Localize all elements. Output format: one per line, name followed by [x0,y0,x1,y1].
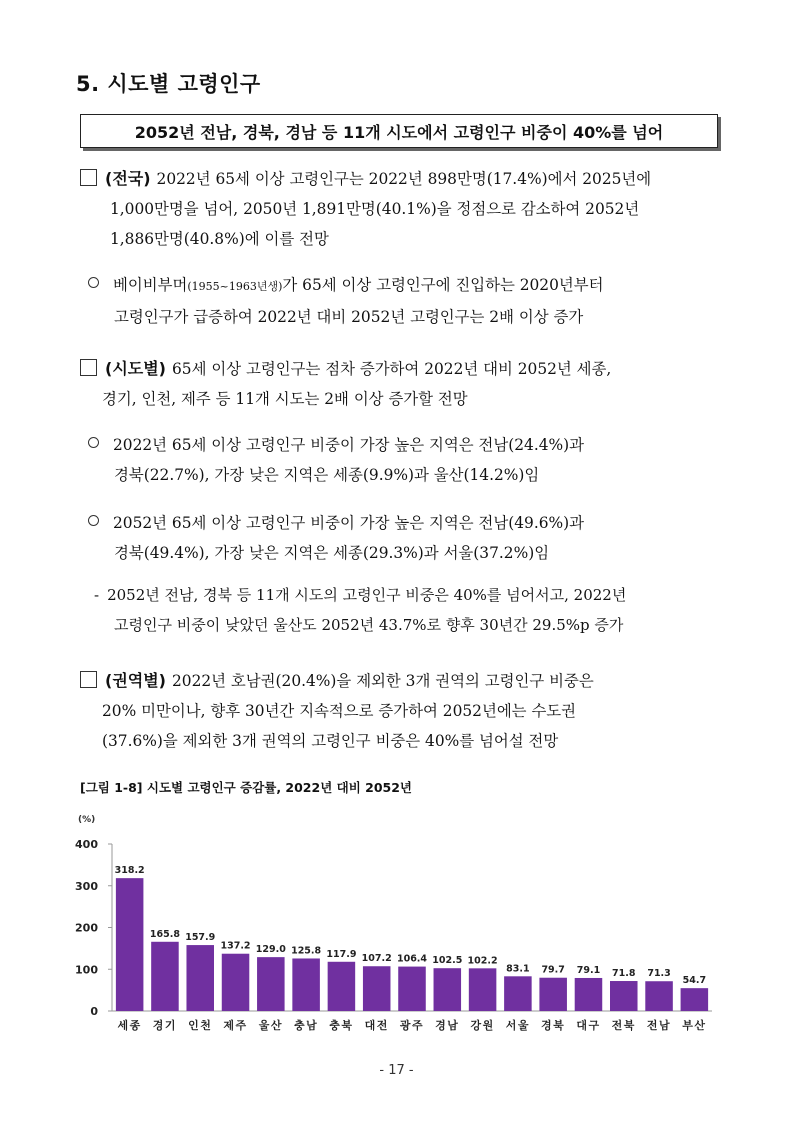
x-tick-label: 경북 [541,1019,566,1032]
paragraph-region [80,666,716,756]
text-line: 1,000만명을 넘어, 2050년 1,891만명(40.1%)을 정점으로 감소하여 2052년 [110,200,640,218]
text-line: 경북(22.7%), 가장 낮은 지역은 세종(9.9%)과 울산(14.2%)임 [114,466,540,484]
bar-경기 [151,942,179,1011]
bar-세종 [116,878,144,1011]
bar-전북 [610,981,638,1011]
text-line: 2052년 전남, 경북 등 11개 시도의 고령인구 비중은 40%를 넘어서고, 2022년 [107,586,627,604]
circle-bullet-icon [88,277,99,288]
data-label: 54.7 [682,975,707,987]
text-line: 2022년 65세 이상 고령인구 비중이 가장 높은 지역은 전남(24.4%)과 [113,436,585,454]
x-tick-label: 경기 [152,1019,178,1032]
data-label: 83.1 [506,963,530,975]
x-tick-label: 대구 [576,1019,601,1032]
data-label: 157.9 [185,932,216,944]
x-tick-label: 세종 [117,1019,142,1032]
bar-제주 [222,954,250,1011]
bar-chart [70,808,730,1048]
data-label: 79.1 [576,964,601,976]
bar-부산 [681,988,709,1011]
data-label: 137.2 [220,940,251,952]
x-tick-label: 충북 [329,1019,354,1032]
text-line: 2052년 65세 이상 고령인구 비중이 가장 높은 지역은 전남(49.6%)과 [113,514,585,532]
bar-경북 [539,978,567,1011]
bar-충북 [328,962,356,1011]
data-label: 107.2 [361,953,392,965]
paragraph-sido [80,354,716,414]
headline-box [80,114,718,148]
data-label: 106.4 [396,953,428,965]
text-line: 2022년 호남권(20.4%)을 제외한 3개 권역의 고령인구 비중은 [172,672,594,690]
x-tick-label: 제주 [223,1019,248,1032]
bar-광주 [398,967,426,1011]
x-tick-label: 광주 [399,1019,425,1032]
sub-paragraph-2052 [88,508,716,568]
section-title: 5. 시도별 고령인구 [76,72,261,96]
square-bullet-icon [80,169,97,186]
square-bullet-icon [80,671,97,688]
data-label: 125.8 [291,945,322,957]
x-tick-label: 서울 [505,1019,531,1032]
bar-대전 [363,966,391,1011]
sub-paragraph-2022 [88,430,716,490]
text-line: 경기, 인천, 제주 등 11개 시도는 2배 이상 증가할 전망 [102,390,468,408]
x-tick-label: 울산 [258,1019,283,1032]
text-line: 경북(49.4%), 가장 낮은 지역은 세종(29.3%)과 서울(37.2%)임 [114,544,550,562]
text-span: 가 65세 이상 고령인구에 진입하는 2020년부터 [282,276,604,294]
bar-강원 [469,968,497,1011]
circle-bullet-icon [88,515,99,526]
y-tick-label: 0 [90,1005,98,1018]
x-tick-label: 강원 [470,1019,495,1032]
paragraph-national [80,164,692,254]
y-axis-unit-label: (%) [78,815,96,825]
bar-전남 [645,981,673,1011]
data-label: 102.2 [467,955,498,967]
data-label: 318.2 [114,865,145,877]
bar-chart-svg [70,808,730,1048]
chart-caption: [그림 1-8] 시도별 고령인구 증감률, 2022년 대비 2052년 [80,780,413,795]
text-line: 20% 미만이나, 향후 30년간 지속적으로 증가하여 2052년에는 수도권 [102,702,577,720]
text-line: 65세 이상 고령인구는 점차 증가하여 2022년 대비 2052년 세종, [172,360,612,378]
data-label: 129.0 [255,944,286,956]
dash-paragraph [94,580,716,640]
x-tick-label: 전북 [611,1019,636,1032]
tag-national: (전국) [105,169,151,188]
bar-서울 [504,976,532,1011]
x-tick-label: 경남 [435,1019,460,1032]
bar-대구 [575,978,603,1011]
tag-region: (권역별) [105,671,166,690]
x-tick-label: 부산 [682,1019,707,1032]
bar-충남 [292,958,320,1011]
bar-울산 [257,957,285,1011]
y-tick-label: 300 [75,879,98,893]
y-tick-label: 400 [75,838,98,851]
data-label: 117.9 [326,948,357,960]
dash-bullet: - [94,586,100,604]
headline-text: 2052년 전남, 경북, 경남 등 11개 시도에서 고령인구 비중이 40%를 넘어 [134,122,664,142]
y-tick-label: 200 [75,921,98,935]
circle-bullet-icon [88,437,99,448]
data-label: 71.8 [612,968,636,980]
page-number: - 17 - [379,1063,414,1078]
data-label: 165.8 [149,928,180,940]
data-label: 102.5 [432,955,463,967]
x-tick-label: 대전 [364,1019,389,1032]
square-bullet-icon [80,359,97,376]
data-label: 79.7 [541,964,565,976]
y-tick-label: 100 [75,963,98,977]
sub-paragraph-babyboomer [88,270,716,332]
tag-sido: (시도별) [105,359,166,378]
bar-경남 [434,968,462,1011]
text-span-small: (1955~1963년생) [187,280,283,293]
text-line: 1,886만명(40.8%)에 이를 전망 [110,230,329,248]
bar-인천 [186,945,214,1011]
text-span: 베이비부머 [113,276,188,294]
x-tick-label: 충남 [293,1019,319,1032]
x-tick-label: 인천 [188,1019,213,1032]
text-line: 고령인구 비중이 낮았던 울산도 2052년 43.7%로 향후 30년간 29.5%p 증가 [114,616,624,634]
text-line: (37.6%)을 제외한 3개 권역의 고령인구 비중은 40%를 넘어설 전망 [102,732,559,750]
data-label: 71.3 [647,968,671,980]
x-tick-label: 전남 [646,1019,672,1032]
text-line: 고령인구가 급증하여 2022년 대비 2052년 고령인구는 2배 이상 증가 [114,308,584,326]
text-line: 2022년 65세 이상 고령인구는 2022년 898만명(17.4%)에서 2025년에 [156,170,652,188]
